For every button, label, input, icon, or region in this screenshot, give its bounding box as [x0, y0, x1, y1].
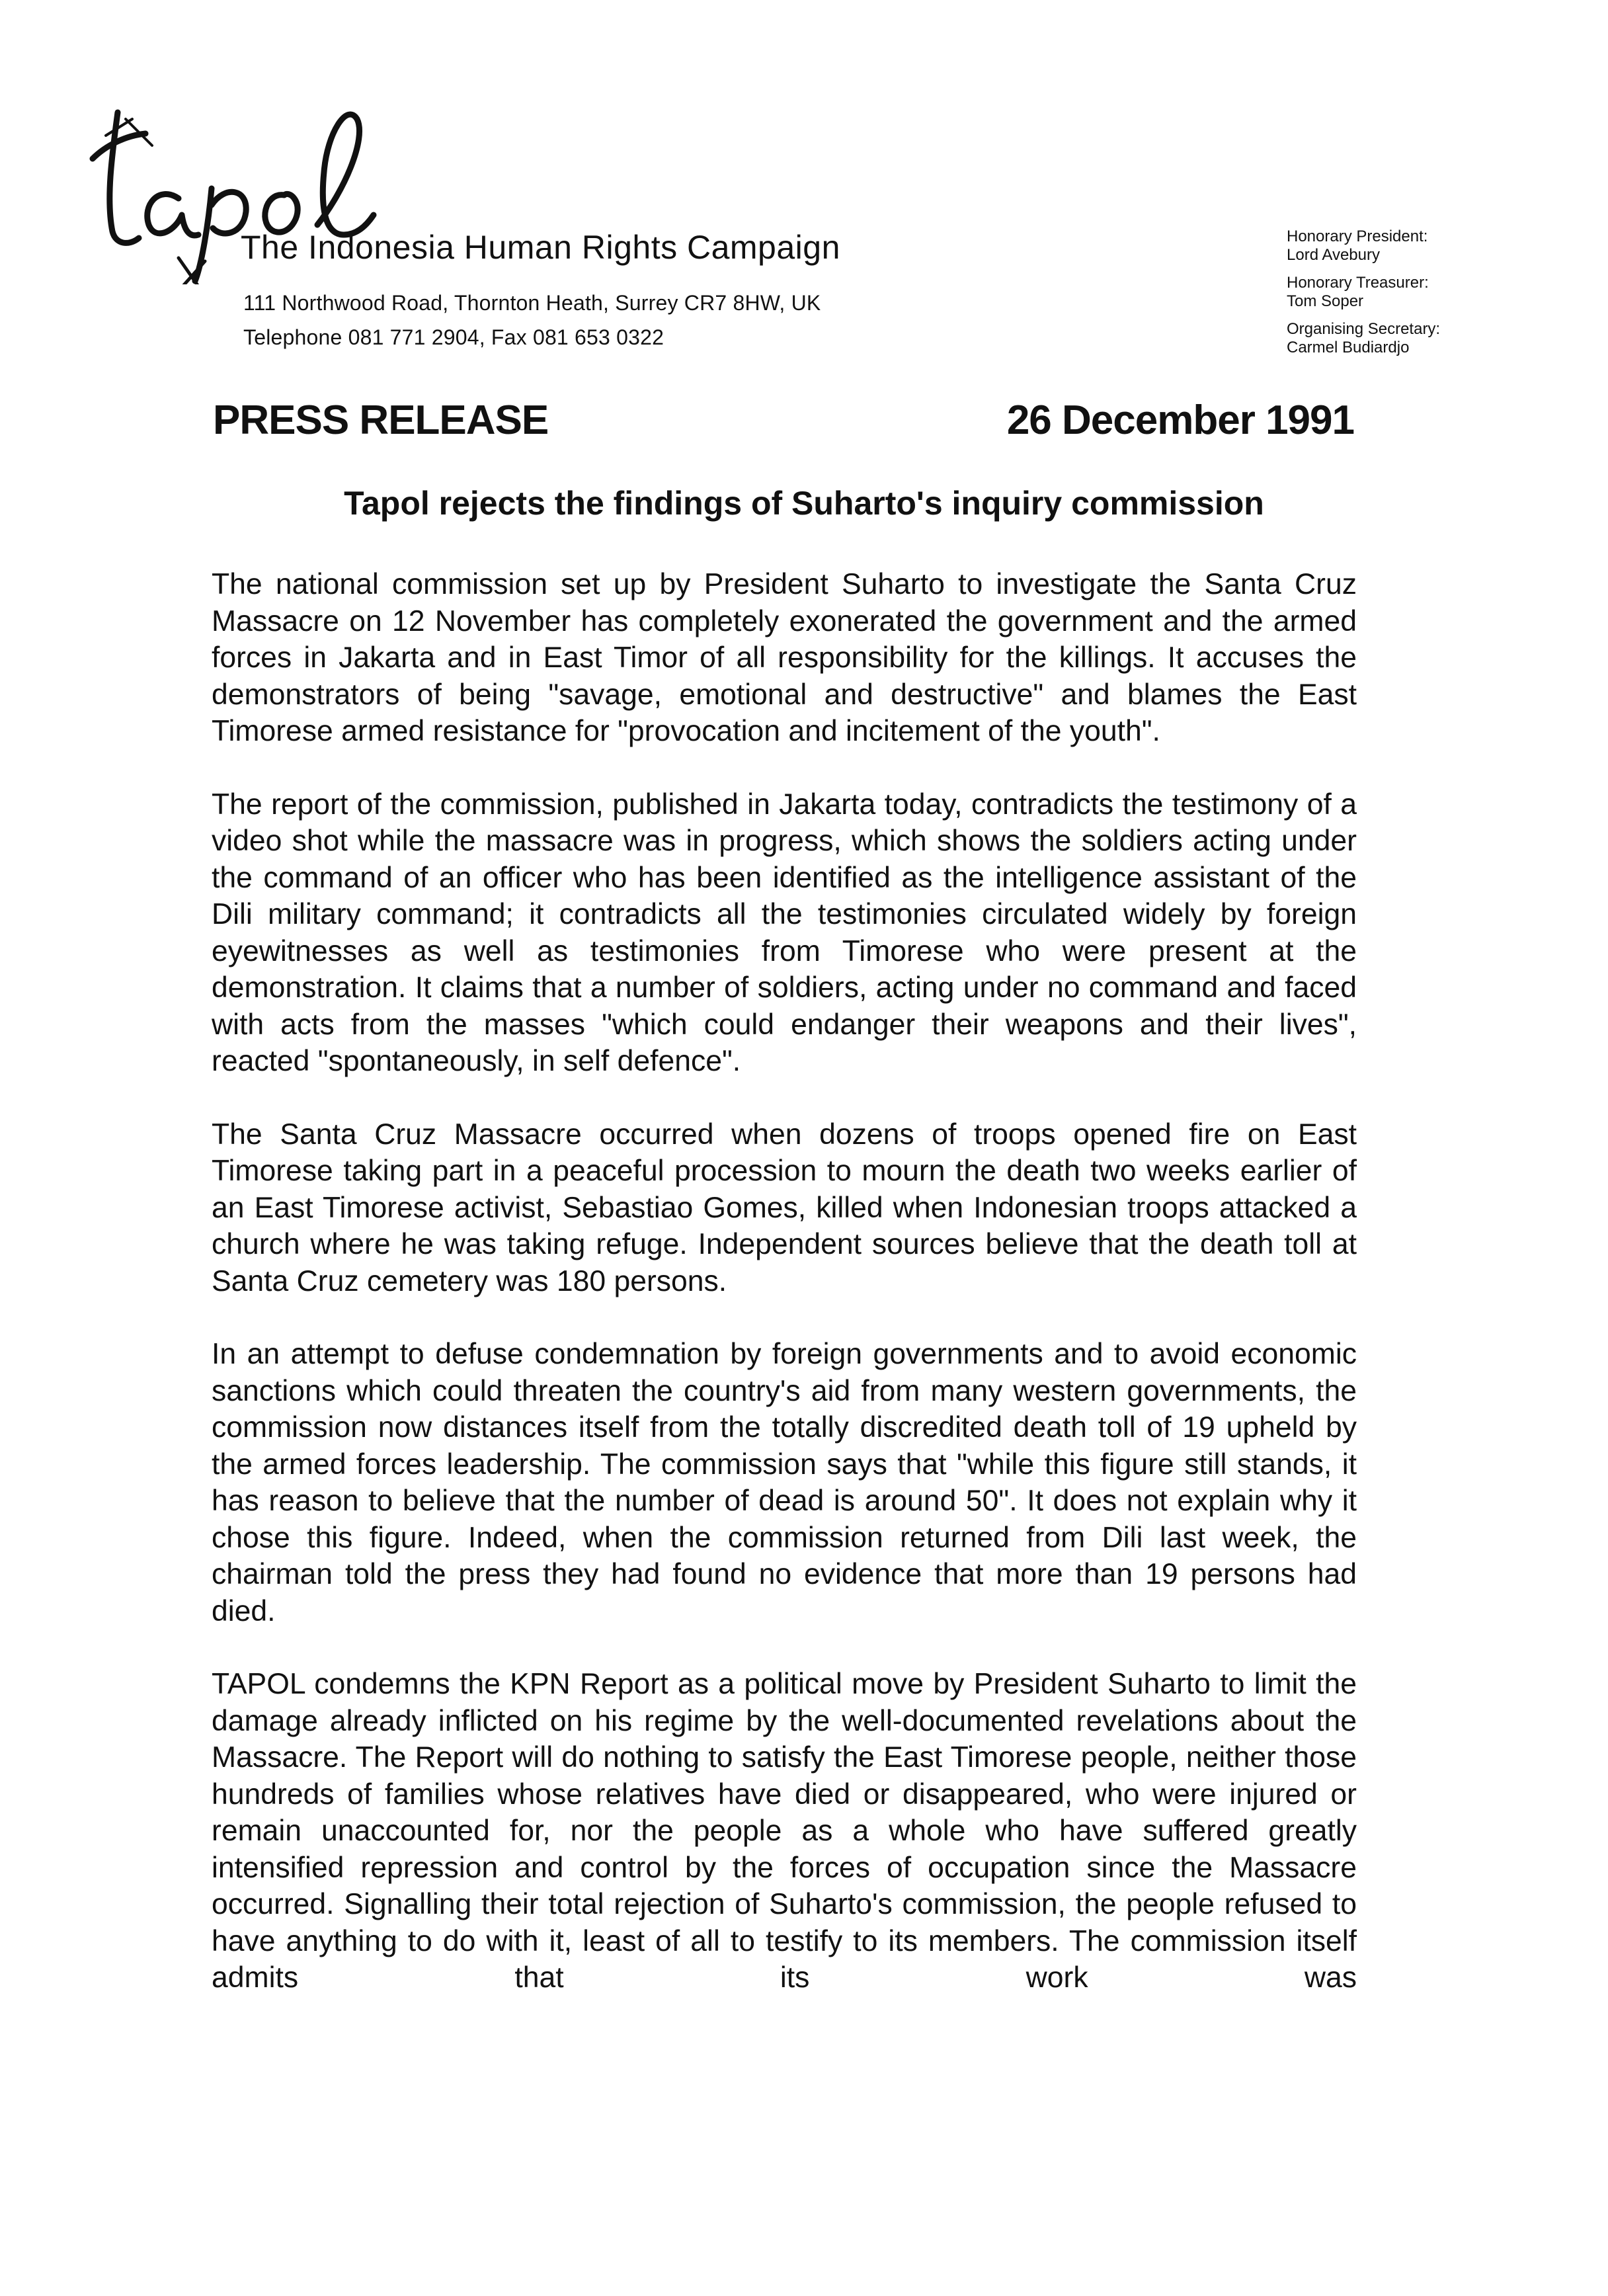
- paragraph: The Santa Cruz Massacre occurred when dozens of troops opened fire on East Timorese taking part in a peaceful procession to mourn the death two weeks earlier of an East Timorese activist, Sebastiao Gomes, killed when Indonesian troops attacked a church where he was taking refuge. Independent sources believe that the death toll at Santa Cruz cemetery was 180 persons.: [212, 1118, 1357, 1297]
- paragraph: In an attempt to defuse condemnation by foreign governments and to avoid economic sanctions which could threaten the country's aid from many western governments, the commission now distances itself from the totally discredited death toll of 19 upheld by the armed forces leadership. The commission says that "while this figure still stands, it has reason to believe that the number of dead is around 50". It does not explain why it chose this figure. Indeed, when the commission returned from Dili last week, the chairman told the press they had found no evidence that more than 19 persons had died.: [212, 1338, 1357, 1627]
- officer-role: Honorary President:: [1287, 227, 1428, 245]
- officers-list: [1287, 227, 1564, 357]
- headline: Tapol rejects the findings of Suharto's inquiry commission: [344, 485, 1264, 522]
- paragraph: The national commission set up by President Suharto to investigate the Santa Cruz Massacre on 12 November has completely exonerated the government and the armed forces in Jakarta and in East Timor of all responsibility for the killings. It accuses the demonstrators of being "savage, emotional and destructive" and blames the East Timorese armed resistance for "provocation and incitement of the youth".: [212, 568, 1357, 747]
- release-date: 26 December 1991: [1006, 397, 1354, 443]
- organization-name: The Indonesia Human Rights Campaign: [241, 229, 840, 266]
- officer-name: Lord Avebury: [1287, 246, 1380, 264]
- body-text: [212, 566, 1357, 1996]
- press-release-label: PRESS RELEASE: [213, 397, 549, 443]
- officer-role: Organising Secretary:: [1287, 320, 1441, 338]
- paragraph: The report of the commission, published in Jakarta today, contradicts the testimony of a video shot while the massacre was in progress, which shows the soldiers acting under the command of an officer who has been identified as the intelligence assistant of the Dili military command; it contradicts all the testimonies circulated widely by foreign eyewitnesses as well as testimonies from Timorese who were present at the demonstration. It claims that a number of soldiers, acting under no command and faced with acts from the masses "which could endanger their weapons and their lives", reacted "spontaneously, in self defence".: [212, 788, 1357, 1077]
- officer-role: Honorary Treasurer:: [1287, 274, 1429, 292]
- paragraph: TAPOL condemns the KPN Report as a political move by President Suharto to limit the damage already inflicted on his regime by the well-documented revelations about the Massacre. The Report will do nothing to satisfy the East Timorese people, neither those hundreds of families whose relatives have died or disappeared, who were injured or remain unaccounted for, nor the people as a whole who have suffered greatly intensified repression and control by the forces of occupation since the Massacre occurred. Signalling their total rejection of Suharto's commission, the people refused to have anything to do with it, least of all to testify to its members. The commission itself admits that its work was: [212, 1668, 1357, 1994]
- officer-name: Tom Soper: [1287, 292, 1364, 310]
- officer-name: Carmel Budiardjo: [1287, 339, 1410, 356]
- postal-address: 111 Northwood Road, Thornton Heath, Surrey CR7 8HW, UK: [243, 291, 821, 315]
- contact-numbers: Telephone 081 771 2904, Fax 081 653 0322: [243, 325, 664, 349]
